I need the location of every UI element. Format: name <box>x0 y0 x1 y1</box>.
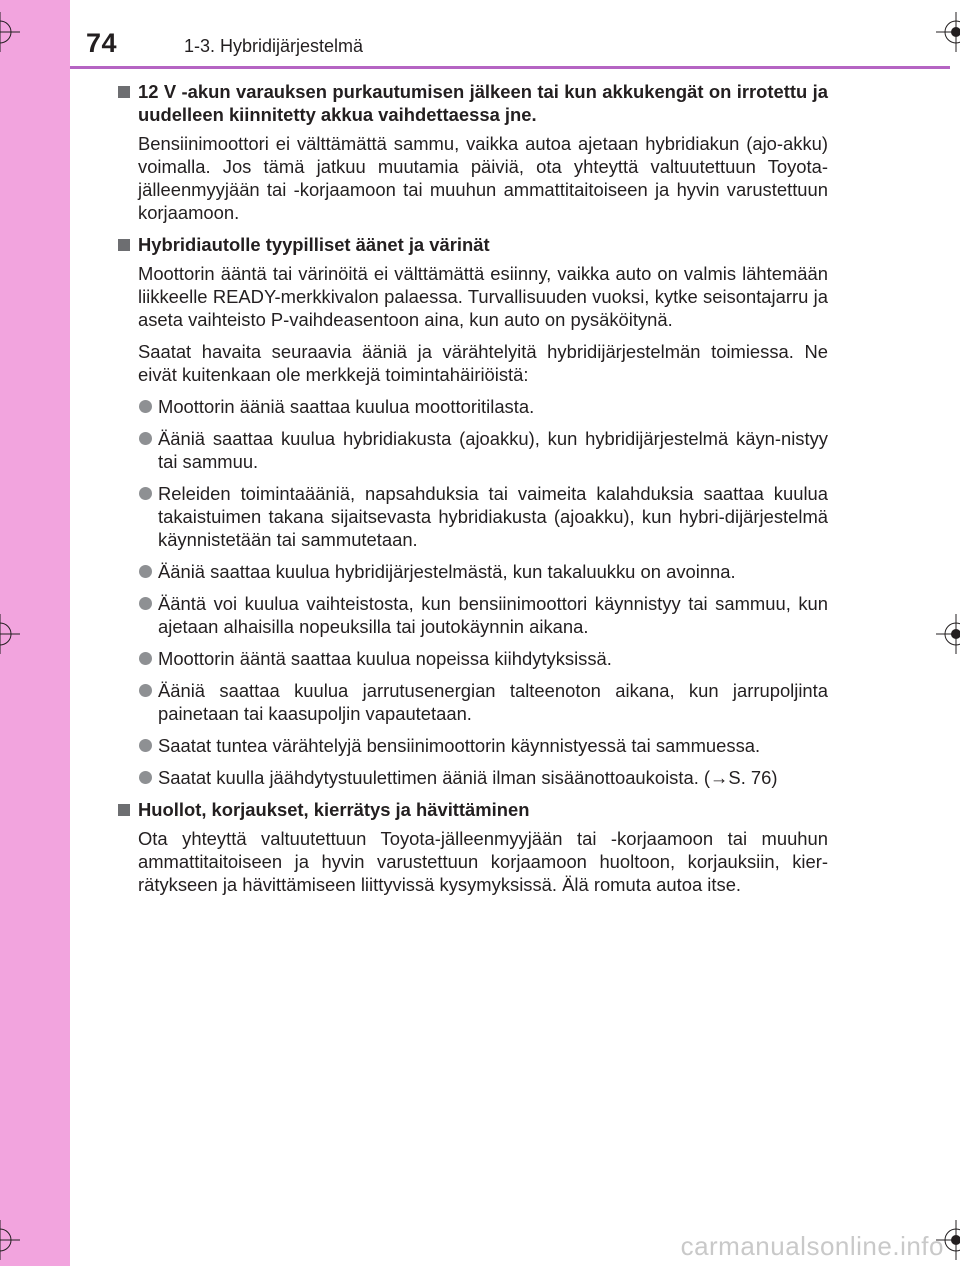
circle-bullet-icon <box>139 739 152 752</box>
list-item <box>118 766 828 789</box>
square-bullet-icon <box>118 239 130 251</box>
section-heading <box>118 233 828 256</box>
paragraph: Ota yhteyttä valtuutettuun Toyota-jälleenmyyjään tai -korjaamoon tai muuhun ammattitaitoiseen ja hyvin varustettuun korjaamoon huoltoon, korjauksiin, kier-rätykseen ja hävittämiseen liittyvissä kysymyksissä. Älä romuta autoa itse. <box>138 828 828 895</box>
page-number: 74 <box>86 28 118 58</box>
list-item <box>118 395 828 418</box>
list-item <box>118 679 828 725</box>
list-item-text: Moottorin ääntä saattaa kuulua nopeissa kiihdytyksissä. <box>158 648 612 669</box>
list-item-text: Moottorin ääniä saattaa kuulua moottoritilasta. <box>158 396 535 417</box>
list-item-text: Ääniä saattaa kuulua jarrutusenergian talteenoton aikana, kun jarrupoljinta painetaan tai kaasupoljin vapautetaan. <box>158 680 828 724</box>
circle-bullet-icon <box>139 652 152 665</box>
section-heading <box>118 798 828 821</box>
circle-bullet-icon <box>139 684 152 697</box>
paragraph: Bensiinimoottori ei välttämättä sammu, vaikka autoa ajetaan hybridiakun (ajo-akku) voimalla. Jos tämä jatkuu muutamia päiviä, ota yhteyttä valtuutettuun Toyota-jälleenmyyjään tai -korjaamoon tai muuhun ammattitaitoiseen ja hyvin varustettuun korjaamoon. <box>138 133 828 223</box>
list-item-text: Releiden toimintaääniä, napsahduksia tai vaimeita kalahduksia saattaa kuulua takaistuimen takana sijaitsevasta hybridiakusta (ajoakku), kun hybri-dijärjestelmä käynnistetään tai sammutetaan. <box>158 483 828 550</box>
list-item <box>118 734 828 757</box>
header-rule <box>70 66 950 69</box>
crop-mark-icon <box>936 614 960 654</box>
list-item-text: Saatat kuulla jäähdytystuulettimen ääniä ilman sisäänottoaukoista. (→S. 76) <box>158 767 778 788</box>
square-bullet-icon <box>118 86 130 98</box>
list-item-text: Ääntä voi kuulua vaihteistosta, kun bensiinimoottori käynnistyy tai sammuu, kun ajetaan alhaisilla nopeuksilla tai joutokäynnin aikana. <box>158 593 828 637</box>
crop-mark-icon <box>0 12 20 52</box>
heading-text: 12 V -akun varauksen purkautumisen jälkeen tai kun akkukengät on irrotettu ja uudelleen kiinnitetty akkua vaihdettaessa jne. <box>138 81 828 125</box>
circle-bullet-icon <box>139 487 152 500</box>
square-bullet-icon <box>118 804 130 816</box>
list-item <box>118 592 828 638</box>
paragraph: Moottorin ääntä tai värinöitä ei välttämättä esiinny, vaikka auto on valmis lähtemään liikkeelle READY-merkkivalon palaessa. Turvallisuuden vuoksi, kytke seisontajarru ja aseta vaihteisto P-vaihdeasentoon aina, kun auto on pysäköitynä. <box>138 263 828 330</box>
page-header <box>0 0 960 70</box>
list-item-text: Saatat tuntea värähtelyjä bensiinimoottorin käynnistyessä tai sammuessa. <box>158 735 761 756</box>
main-content <box>118 80 828 905</box>
watermark: carmanualsonline.info <box>680 1231 944 1261</box>
crop-mark-icon <box>936 12 960 52</box>
list-item-text: Ääniä saattaa kuulua hybridijärjestelmästä, kun takaluukku on avoinna. <box>158 561 736 582</box>
list-item <box>118 647 828 670</box>
heading-text: Hybridiautolle tyypilliset äänet ja värinät <box>138 234 490 255</box>
list-item <box>118 427 828 473</box>
circle-bullet-icon <box>139 432 152 445</box>
section-heading <box>118 80 828 126</box>
circle-bullet-icon <box>139 597 152 610</box>
crop-mark-icon <box>0 1220 20 1260</box>
circle-bullet-icon <box>139 400 152 413</box>
circle-bullet-icon <box>139 565 152 578</box>
list-item <box>118 482 828 551</box>
crop-mark-icon <box>0 614 20 654</box>
section-title: 1-3. Hybridijärjestelmä <box>184 36 364 56</box>
list-item-text: Ääniä saattaa kuulua hybridiakusta (ajoakku), kun hybridijärjestelmä käyn-nistyy tai sammuu. <box>158 428 828 472</box>
heading-text: Huollot, korjaukset, kierrätys ja hävittäminen <box>138 799 530 820</box>
paragraph: Saatat havaita seuraavia ääniä ja värähtelyitä hybridijärjestelmän toimiessa. Ne eivät kuitenkaan ole merkkejä toimintahäiriöistä: <box>138 341 828 385</box>
circle-bullet-icon <box>139 771 152 784</box>
list-item <box>118 560 828 583</box>
